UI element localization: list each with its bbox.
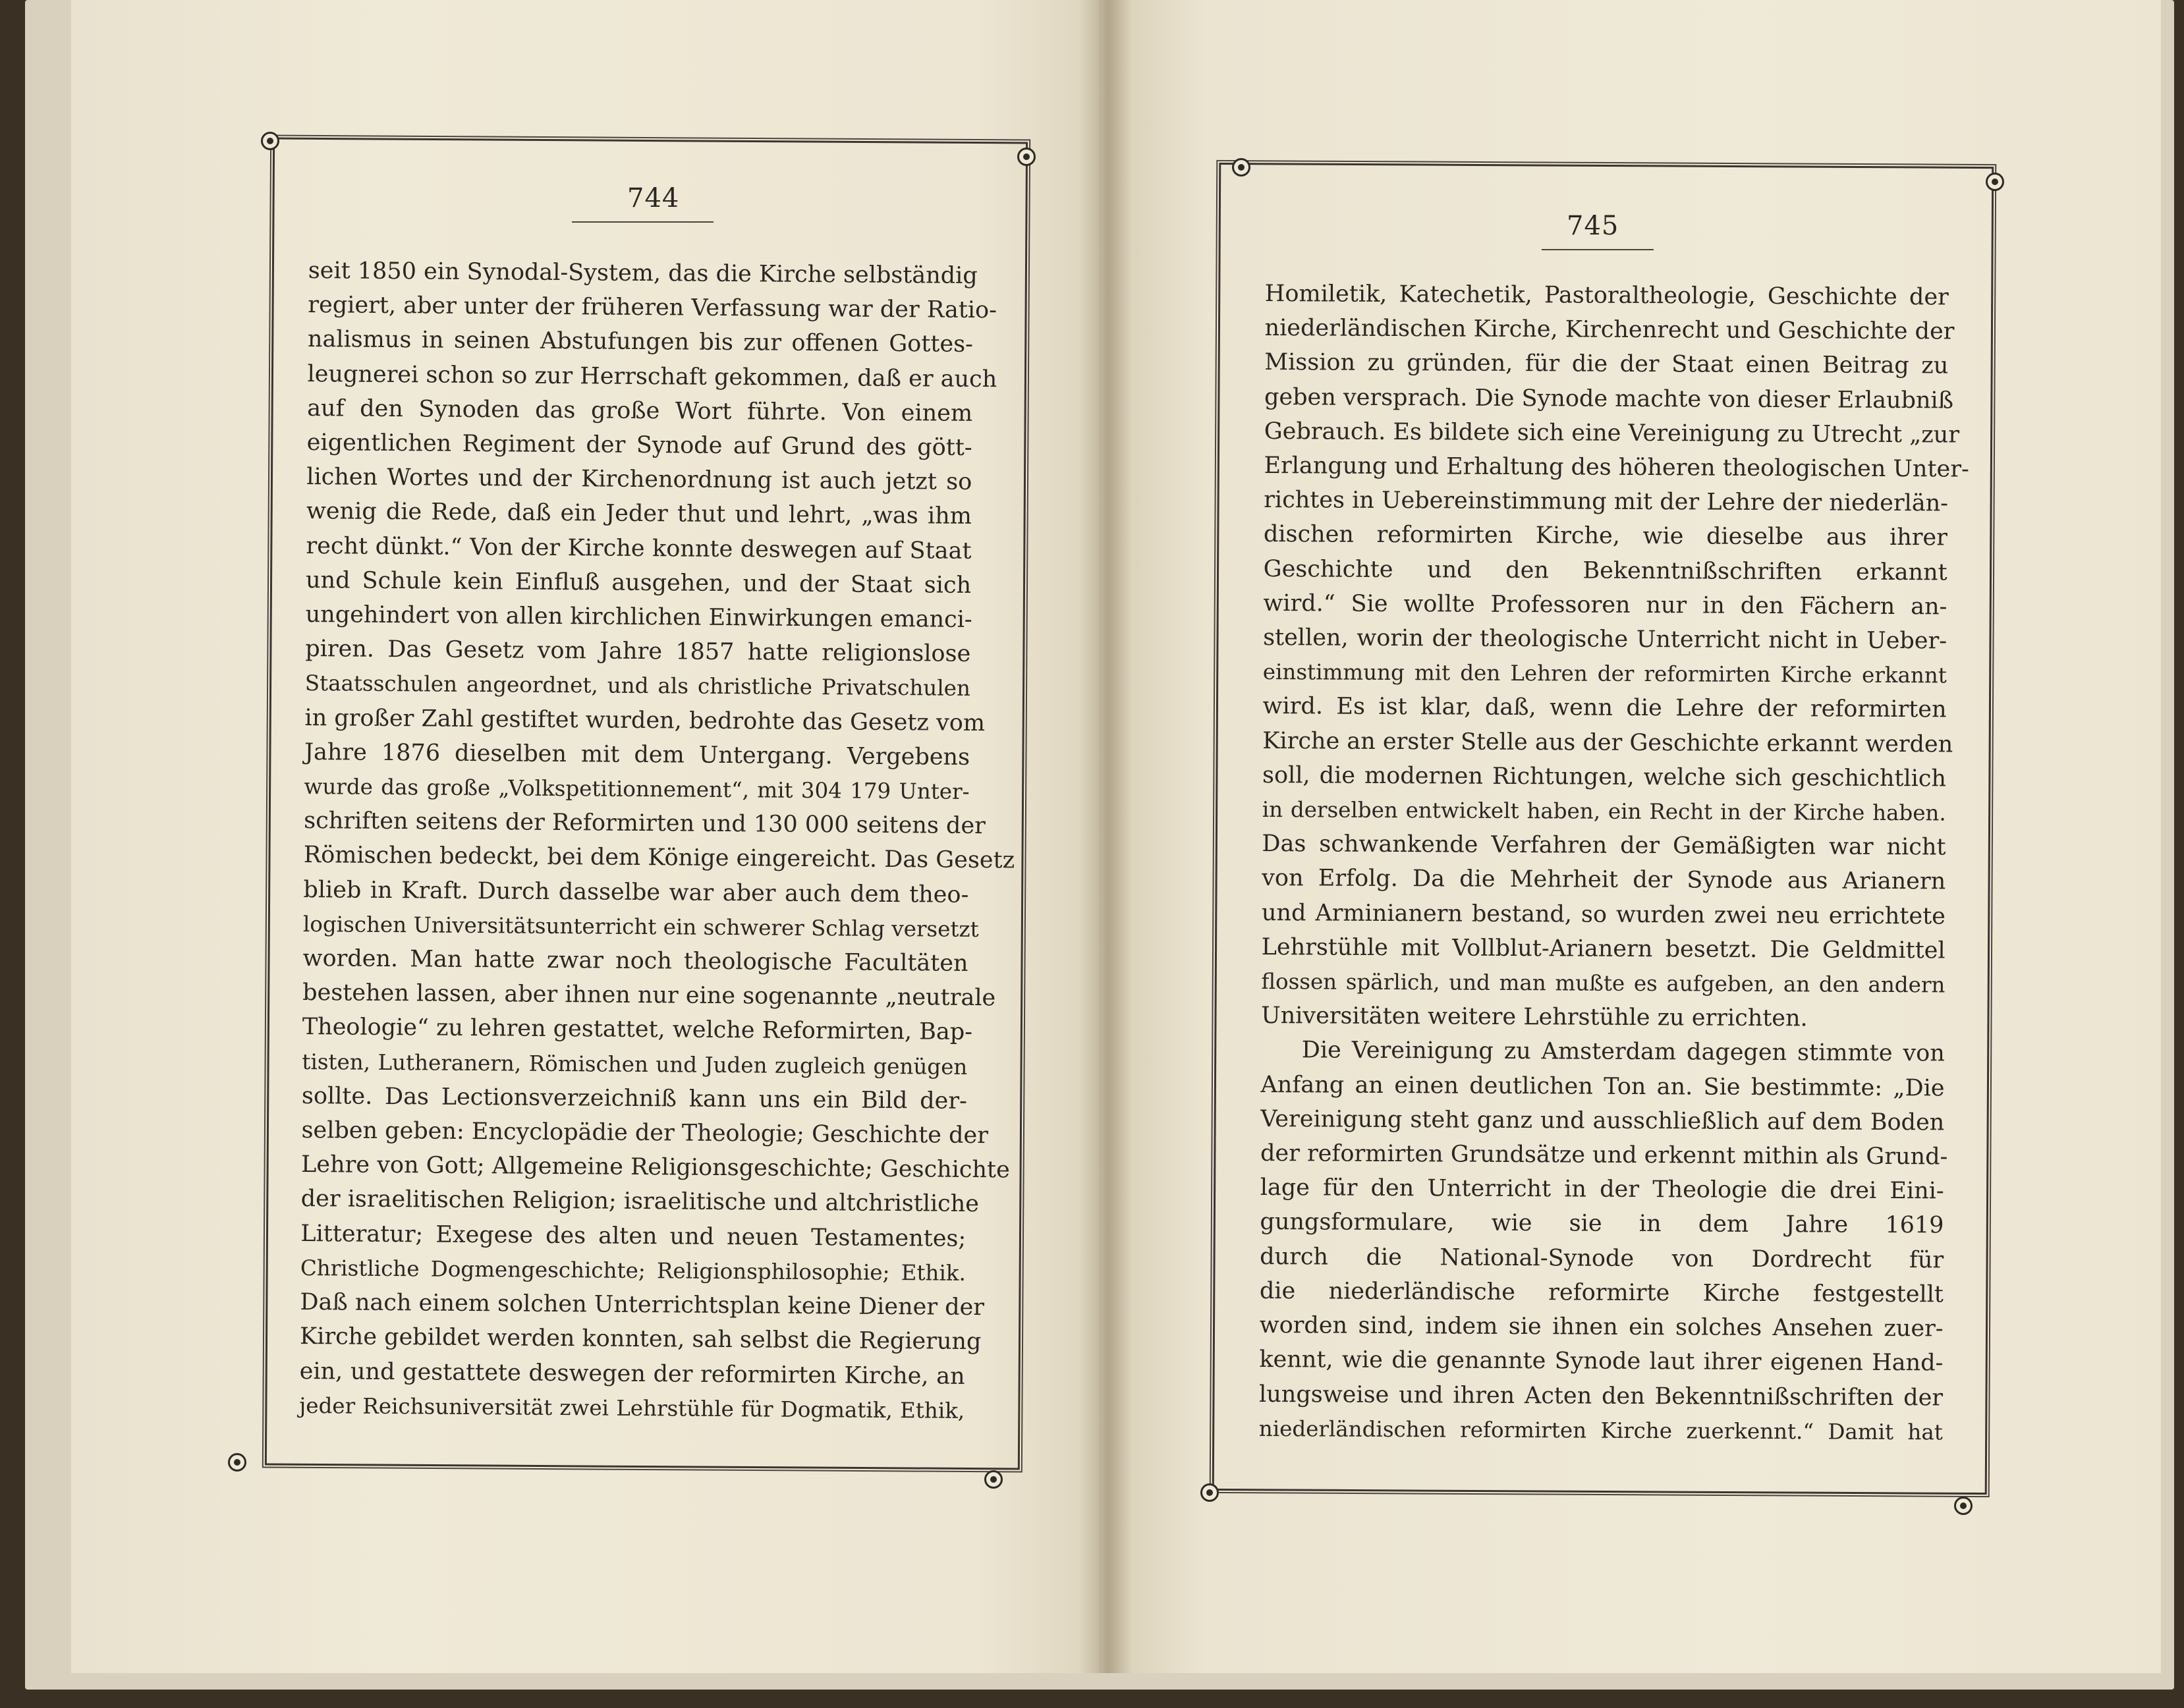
text-line: Homiletik, Katechetik, Pastoraltheologie, Geschichte der [1264,280,1949,311]
text-line: Theologie“ zu lehren gestattet, welche Reformirten, Bap- [302,1014,973,1046]
frame-corner-ornament [1954,1497,1973,1515]
text-line: Römischen bedeckt, bei dem Könige eingereicht. Das Gesetz [303,842,1015,874]
text-line: worden sind, indem sie ihnen ein solches Ansehen zuer- [1259,1312,1944,1342]
frame-corner-ornament [261,132,279,150]
text-line: Erlangung und Erhaltung des höheren theologischen Unter- [1264,453,1969,483]
text-line: bestehen lassen, aber ihnen nur eine sogenannte „neutrale [302,979,996,1012]
text-line: schriften seitens der Reformirten und 130 000 seitens der [304,808,986,840]
text-line: lage für den Unterricht in der Theologie die drei Eini- [1260,1174,1944,1205]
text-line: Kirche an erster Stelle aus der Geschichte erkannt werden [1262,727,1953,758]
frame-corner-ornament [1232,158,1250,177]
text-line: Daß nach einem solchen Unterrichtsplan keine Diener der [300,1289,985,1321]
text-line: niederländischen reformirten Kirche zuerkennt.“ Damit hat [1258,1416,1943,1445]
text-line: selben geben: Encyclopädie der Theologie; Geschichte der [301,1117,989,1149]
page-number-rule [1542,249,1654,250]
text-line: kennt, wie die genannte Synode laut ihrer eigenen Hand- [1259,1346,1944,1377]
text-line: ein, und gestattete deswegen der reformirten Kirche, an [299,1358,965,1390]
text-line: piren. Das Gesetz vom Jahre 1857 hatte religionslose [305,636,971,668]
text-line: flossen spärlich, und man mußte es aufgeben, an den andern [1261,969,1946,998]
text-line: Mission zu gründen, für die der Staat einen Beitrag zu [1264,349,1949,379]
text-line: geben versprach. Die Synode machte von dieser Erlaubniß [1264,383,1954,414]
text-line: sollte. Das Lectionsverzeichniß kann uns ein Bild der- [301,1082,968,1115]
text-line: Jahre 1876 dieselben mit dem Untergang. Vergebens [304,738,970,771]
text-line: Geschichte und den Bekenntnißschriften erkannt [1263,555,1947,586]
text-line: jeder Reichsuniversität zwei Lehrstühle für Dogmatik, Ethik, [299,1392,965,1423]
frame-corner-ornament [228,1453,246,1472]
text-line: recht dünkt.“ Von der Kirche konnte deswegen auf Staat [306,532,972,565]
text-line: die niederländische reformirte Kirche festgestellt [1259,1277,1944,1308]
book-gutter [1079,0,1132,1673]
page-number-rule [572,221,714,223]
page-number: 745 [1567,211,1619,241]
text-line: tisten, Lutheranern, Römischen und Juden zugleich genügen [302,1049,968,1080]
frame-corner-ornament [1986,173,2004,191]
frame-corner-ornament [1200,1483,1219,1502]
text-line: Christliche Dogmengeschichte; Religionsphilosophie; Ethik. [300,1255,966,1286]
right-page-text [1258,277,1969,1449]
text-line: Staatsschulen angeordnet, und als christliche Privatschulen [304,671,970,702]
text-line: wenig die Rede, daß ein Jeder thut und lehrt, „was ihm [306,498,972,530]
text-line: eigentlichen Regiment der Synode auf Grund des gött- [306,429,972,461]
frame-corner-ornament [984,1470,1003,1489]
text-line: wurde das große „Volkspetitionnement“, mit 304 179 Unter- [304,774,970,804]
text-line: in großer Zahl gestiftet wurden, bedrohte das Gesetz vom [304,704,986,736]
text-line: durch die National-Synode von Dordrecht für [1260,1243,1944,1274]
text-line: wird.“ Sie wollte Professoren nur in den Fächern an- [1263,590,1947,620]
text-line: auf den Synoden das große Wort führte. Von einem [306,395,973,427]
text-line: von Erfolg. Da die Mehrheit der Synode aus Arianern [1262,865,1946,895]
text-line: dischen reformirten Kirche, wie dieselbe aus ihrer [1263,521,1948,551]
text-line: und Schule kein Einfluß ausgehen, und der Staat sich [305,566,972,599]
text-line: Universitäten weitere Lehrstühle zu errichten. [1261,1003,1808,1032]
text-line: Lehrstühle mit Vollblut-Arianern besetzt. Die Geldmittel [1261,933,1946,964]
page-number: 744 [627,183,680,213]
text-line: der reformirten Grundsätze und erkennt mithin als Grund- [1260,1140,1948,1171]
text-line: lungsweise und ihren Acten den Bekenntnißschriften der [1259,1381,1944,1411]
text-line: Litteratur; Exegese des alten und neuen Testamentes; [300,1220,966,1252]
text-line: Vereinigung steht ganz und ausschließlich auf dem Boden [1260,1105,1945,1136]
text-line: ungehindert von allen kirchlichen Einwirkungen emanci- [305,601,972,633]
text-line: der israelitischen Religion; israelitische und altchristliche [300,1186,980,1218]
text-line: soll, die modernen Richtungen, welche sich geschichtlich [1262,761,1947,792]
text-line: gungsformulare, wie sie in dem Jahre 1619 [1260,1209,1944,1239]
frame-corner-ornament [1017,148,1036,166]
text-line: worden. Man hatte zwar noch theologische Facultäten [302,945,968,977]
text-line: Anfang an einen deutlichen Ton an. Sie bestimmte: „Die [1260,1071,1945,1102]
left-page-text [299,254,1015,1428]
text-line: richtes in Uebereinstimmung mit der Lehre der niederlän- [1264,487,1949,517]
text-line: Lehre von Gott; Allgemeine Religionsgeschichte; Geschichte [300,1151,1010,1184]
text-line: und Arminianern bestand, so wurden zwei neu errichtete [1261,899,1946,930]
text-line: leugnerei schon so zur Herrschaft gekommen, daß er auch [307,360,997,393]
text-line: in derselben entwickelt haben, ein Recht in der Kirche haben. [1262,797,1946,826]
text-line: blieb in Kraft. Durch dasselbe war aber auch dem theo- [303,876,969,908]
text-line: regiert, aber unter der früheren Verfassung war der Ratio- [308,292,997,324]
text-line: wird. Es ist klar, daß, wenn die Lehre der reformirten [1262,693,1947,723]
text-line: Die Vereinigung zu Amsterdam dagegen stimmte von [1301,1037,1945,1067]
text-line: Kirche gebildet werden konnten, sah selbst die Regierung [299,1323,982,1356]
text-line: Gebrauch. Es bildete sich eine Vereinigung zu Utrecht „zur [1264,418,1960,449]
text-line: einstimmung mit den Lehren der reformirten Kirche erkannt [1262,659,1947,688]
text-line: logischen Universitätsunterricht ein schwerer Schlag versetzt [302,911,979,942]
text-line: lichen Wortes und der Kirchenordnung ist auch jetzt so [306,464,972,496]
text-line: Das schwankende Verfahren der Gemäßigten war nicht [1262,831,1946,861]
text-line: stellen, worin der theologische Unterricht nicht in Ueber- [1263,624,1947,655]
text-line: seit 1850 ein Synodal-System, das die Kirche selbständig [308,257,978,289]
text-line: nalismus in seinen Abstufungen bis zur offenen Gottes- [307,326,974,358]
text-line: niederländischen Kirche, Kirchenrecht und Geschichte der [1264,315,1955,345]
